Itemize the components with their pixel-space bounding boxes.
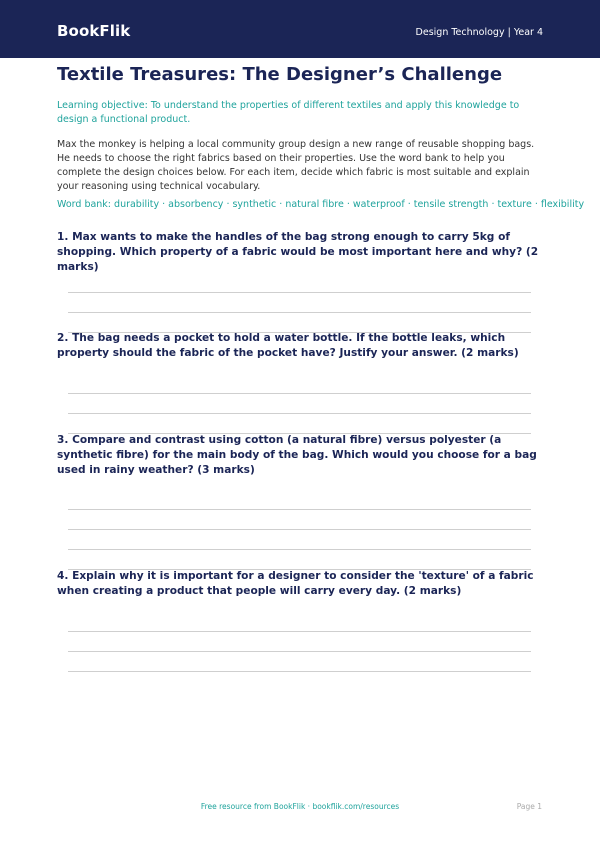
question-1: 1. Max wants to make the handles of the bag strong enough to carry 5kg of shopping. Which property of a fabric would be most important here and why? (2 marks)	[57, 231, 539, 273]
answer-line[interactable]	[68, 529, 531, 530]
answer-line[interactable]	[68, 292, 531, 293]
answer-line[interactable]	[68, 393, 531, 394]
answer-line[interactable]	[68, 509, 531, 510]
answer-line[interactable]	[68, 549, 531, 550]
subject-label: Design Technology | Year 4	[415, 27, 543, 38]
word-bank: Word bank: durability · absorbency · synthetic · natural fibre · waterproof · tensile strength · texture · flexibility	[57, 199, 585, 210]
brand-logo-text[interactable]: BookFlik	[57, 22, 131, 40]
footer-resource-link[interactable]: Free resource from BookFlik · bookflik.com/resources	[200, 802, 400, 811]
answer-line[interactable]	[68, 651, 531, 652]
intro-paragraph: Max the monkey is helping a local community group design a new range of reusable shopping bags. He needs to choose the right fabrics based on their properties. Use the word bank to help you complete the design choices below. For each item, decide which fabric is most suitable and explain your reasoning using technical vocabulary.	[57, 139, 535, 192]
header-bar	[0, 0, 600, 58]
question-2: 2. The bag needs a pocket to hold a water bottle. If the bottle leaks, which property should the fabric of the pocket have? Justify your answer. (2 marks)	[57, 332, 519, 359]
page-number: Page 1	[516, 802, 542, 811]
question-4: 4. Explain why it is important for a designer to consider the 'texture' of a fabric when creating a product that people will carry every day. (2 marks)	[57, 570, 534, 597]
answer-line[interactable]	[68, 671, 531, 672]
question-3: 3. Compare and contrast using cotton (a natural fibre) versus polyester (a synthetic fibre) for the main body of the bag. Which would you choose for a bag used in rainy weather? (3 marks)	[57, 434, 537, 476]
learning-objective: Learning objective: To understand the properties of different textiles and apply this knowledge to design a functional product.	[57, 100, 520, 125]
answer-line[interactable]	[68, 312, 531, 313]
page-title: Textile Treasures: The Designer’s Challenge	[57, 64, 503, 85]
answer-line[interactable]	[68, 631, 531, 632]
answer-line[interactable]	[68, 413, 531, 414]
